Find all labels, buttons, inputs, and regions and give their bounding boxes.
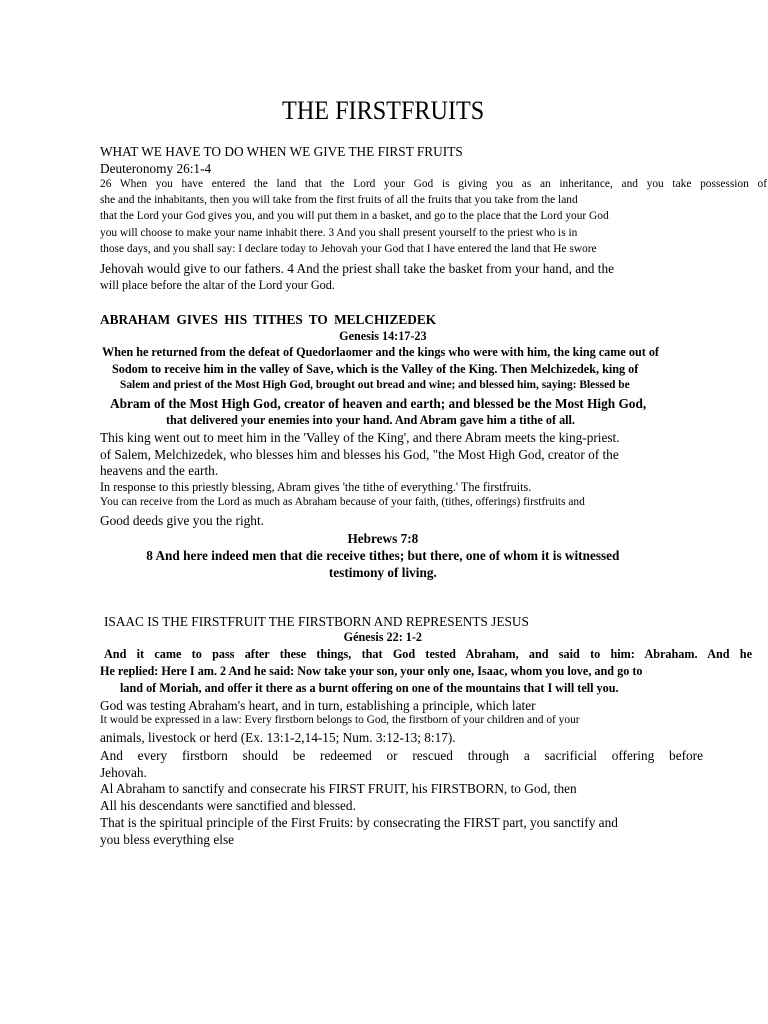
commentary-line: All his descendants were sanctified and blessed.	[100, 798, 356, 813]
commentary-line: Al Abraham to sanctify and consecrate his FIRST FRUIT, his FIRSTBORN, to God, then	[100, 781, 577, 796]
commentary-line: It would be expressed in a law: Every firstborn belongs to God, the firstborn of your children and of your	[100, 714, 580, 726]
scripture-bold-line: that delivered your enemies into your hand. And Abram gave him a tithe of all.	[166, 413, 575, 427]
scripture-bold-line: Sodom to receive him in the valley of Save, which is the Valley of the King. Then Melchizedek, king of	[112, 362, 639, 376]
scripture-line: 26 When you have entered the land that the Lord your God is giving you as an inheritance, and you take possession of	[100, 178, 767, 190]
commentary-line: In response to this priestly blessing, Abram gives 'the tithe of everything.' The firstfruits.	[100, 480, 532, 494]
commentary-line: you bless everything else	[100, 832, 235, 847]
commentary-line: animals, livestock or herd (Ex. 13:1-2,14-15; Num. 3:12-13; 8:17).	[100, 730, 456, 745]
scripture-line: Jehovah would give to our fathers. 4 And the priest shall take the basket from your hand, and the	[100, 261, 615, 276]
scripture-bold-line: He replied: Here I am. 2 And he said: Now take your son, your only one, Isaac, whom you love, and go to	[100, 664, 643, 678]
section-heading-first-fruits: WHAT WE HAVE TO DO WHEN WE GIVE THE FIRST FRUITS	[100, 144, 463, 159]
commentary-line: That is the spiritual principle of the First Fruits: by consecrating the FIRST part, you sanctify and	[100, 815, 618, 830]
scripture-bold-line: And it came to pass after these things, that God tested Abraham, and said to him: Abraham. And he	[104, 647, 752, 661]
scripture-reference: Hebrews 7:8	[347, 531, 419, 546]
section-heading-isaac-firstfruit: ISAAC IS THE FIRSTFRUIT THE FIRSTBORN AND REPRESENTS JESUS	[104, 614, 529, 629]
commentary-line: God was testing Abraham's heart, and in turn, establishing a principle, which later	[100, 698, 536, 713]
scripture-line: those days, and you shall say: I declare today to Jehovah your God that I have entered the land that He swore	[100, 243, 597, 255]
scripture-line: will place before the altar of the Lord your God.	[100, 278, 335, 292]
commentary-line: You can receive from the Lord as much as Abraham because of your faith, (tithes, offerings) firstfruits and	[100, 496, 585, 508]
section-heading-abraham-tithes: ABRAHAM GIVES HIS TITHES TO MELCHIZEDEK	[100, 312, 437, 327]
scripture-bold-line: testimony of living.	[328, 565, 437, 580]
commentary-line: of Salem, Melchizedek, who blesses him and blesses his God, "the Most High God, creator of the	[100, 447, 619, 462]
scripture-line: you will choose to make your name inhabit there. 3 And you shall present yourself to the priest who is in	[100, 227, 578, 239]
scripture-bold-line: Abram of the Most High God, creator of heaven and earth; and blessed be the Most High God,	[110, 396, 647, 411]
commentary-line: heavens and the earth.	[100, 463, 219, 478]
commentary-line: This king went out to meet him in the 'Valley of the King', and there Abram meets the king-priest.	[100, 430, 620, 445]
commentary-line: Jehovah.	[100, 765, 147, 780]
commentary-line: Good deeds give you the right.	[100, 513, 264, 528]
scripture-line: she and the inhabitants, then you will take from the first fruits of all the fruits that you take from the land	[100, 194, 578, 206]
scripture-reference: Genesis 14:17-23	[339, 329, 427, 343]
scripture-bold-line: When he returned from the defeat of Quedorlaomer and the kings who were with him, the king came out of	[102, 345, 659, 359]
page-title: THE FIRSTFRUITS	[282, 96, 485, 125]
scripture-line: that the Lord your God gives you, and you will put them in a basket, and go to the place that the Lord your God	[100, 210, 609, 222]
scripture-bold-line: 8 And here indeed men that die receive tithes; but there, one of whom it is witnessed	[146, 548, 620, 563]
scripture-bold-line: Salem and priest of the Most High God, brought out bread and wine; and blessed him, saying: Blessed be	[120, 379, 630, 391]
commentary-line: And every firstborn should be redeemed or rescued through a sacrificial offering before	[100, 748, 703, 763]
scripture-reference: Deuteronomy 26:1-4	[100, 161, 212, 176]
scripture-reference: Génesis 22: 1-2	[343, 630, 422, 644]
scripture-bold-line: land of Moriah, and offer it there as a burnt offering on one of the mountains that I will tell you.	[120, 681, 619, 695]
